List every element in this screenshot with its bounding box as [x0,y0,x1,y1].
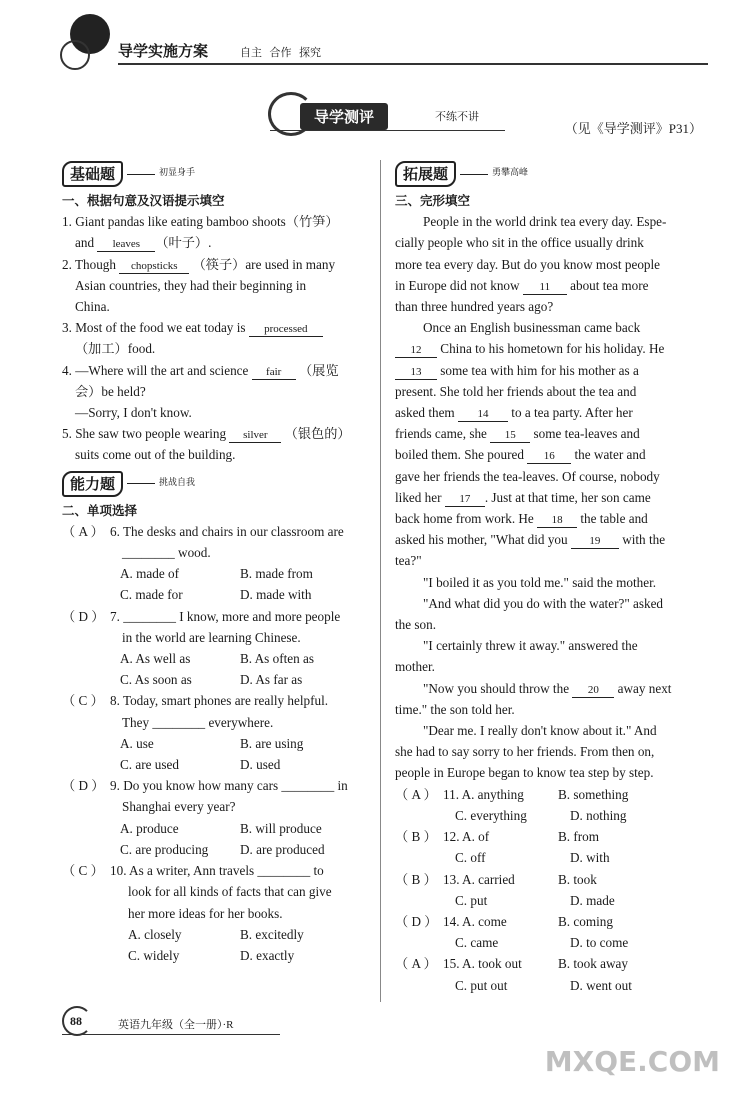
q1-line2 [62,232,374,253]
q6-options-ab [62,563,374,584]
mc-14-row2 [395,932,705,953]
mc-12-row2 [395,847,705,868]
q2-text: 2. Though [62,256,116,272]
mc-13-answer[interactable]: （ B ） [395,871,437,887]
left-column [62,160,374,966]
passage-text: asked them [395,405,455,421]
q4-line1 [62,360,374,381]
mc-12-answer[interactable]: （ B ） [395,829,437,845]
mc-14-option-b[interactable]: B. coming [558,913,613,929]
mc-12-option-c[interactable]: C. off [455,850,486,866]
q9-option-d[interactable]: D. are produced [240,841,325,857]
mc-12-row1 [395,826,705,847]
q10-stem2: look for all kinds of facts that can give [128,884,332,900]
q9-options-cd [62,839,374,860]
mc-14-answer[interactable]: （ D ） [395,913,438,929]
q8-options-cd [62,754,374,775]
band-rule [270,130,505,131]
swirl-decoration-icon [60,40,90,70]
passage-text: friends came, she [395,426,487,442]
basic-section-header [62,160,374,188]
q4-line3: —Sorry, I don't know. [75,405,192,421]
basic-section-title: 基础题 [62,161,123,187]
passage-line [395,487,705,508]
q7-stem [62,606,374,627]
ability-section-tag: 挑战自我 [159,478,196,489]
mc-14-row1 [395,911,705,932]
mc-12-option-d[interactable]: D. with [570,850,610,866]
passage-line: "Dear me. I really don't know about it." And [423,723,657,739]
passage-line [395,508,705,529]
basic-section-tag: 初显身手 [159,168,196,179]
mc-14-option-a[interactable]: 14. A. come [443,913,507,929]
blank-20[interactable]: 20 [572,683,614,698]
header-subtitle: 自主 合作 探究 [240,46,321,59]
dash-rule [127,483,155,484]
q8-answer[interactable]: （ C ） [62,693,104,709]
passage-text: some tea with him for his mother as a [440,362,639,378]
dash-rule [460,174,488,175]
q10-options-ab [62,924,374,945]
blank-17[interactable]: 17 [445,492,485,507]
extension-section-header [395,160,705,188]
mc-11-answer[interactable]: （ A ） [395,786,437,802]
mc-11-option-b[interactable]: B. something [558,786,629,802]
q6-option-a[interactable]: A. made of [120,566,179,582]
q1-hint: （叶子）. [155,235,212,251]
q6-text: 6. The desks and chairs in our classroom are [110,523,344,539]
q9-text: 9. Do you know how many cars ________ in [110,778,348,794]
mc-13-row1 [395,869,705,890]
passage-text: boiled them. She poured [395,447,524,463]
passage-line: gave her friends the tea-leaves. Of course, nobody [395,468,660,484]
passage-text: to a tea party. After her [511,405,633,421]
ability-section-header [62,470,374,498]
q10-option-a[interactable]: A. closely [128,926,182,942]
reference-note: （见《导学测评》P31） [564,121,702,136]
q9-stem [62,775,374,796]
q1-line1: 1. Giant pandas like eating bamboo shoots（竹笋） [62,214,339,230]
q2-hint: （筷子）are used in many [192,256,336,272]
mc-13-option-d[interactable]: D. made [570,892,615,908]
q1-answer-blank[interactable]: leaves [97,237,155,252]
q7-options-cd [62,669,374,690]
q9-answer[interactable]: （ D ） [62,778,105,794]
q7-option-a[interactable]: A. As well as [120,651,191,667]
blank-18[interactable]: 18 [537,513,577,528]
passage-text: the water and [574,447,646,463]
passage-line: Once an English businessman came back [423,320,641,336]
q7-stem2: in the world are learning Chinese. [122,629,301,645]
passage-line [395,529,705,550]
blank-12[interactable]: 12 [395,343,437,358]
passage-line [395,275,705,296]
q6-stem [62,521,374,542]
passage-line: People in the world drink tea every day. Espe- [423,214,667,230]
passage-text: with the [622,532,666,548]
passage-line: "I boiled it as you told me." said the mother. [423,574,657,590]
q2-line1 [62,254,374,275]
q8-option-d[interactable]: D. used [240,757,281,773]
q5-answer-blank[interactable]: silver [229,428,281,443]
mc-12-option-b[interactable]: B. from [558,829,600,845]
q8-stem2: They ________ everywhere. [122,714,274,730]
watermark: MXQE.COM [544,1045,720,1078]
q5-text: 5. She saw two people wearing [62,426,227,442]
blank-11[interactable]: 11 [523,280,567,295]
blank-14[interactable]: 14 [458,407,508,422]
q9-option-c[interactable]: C. are producing [120,841,209,857]
mc-15-option-b[interactable]: B. took away [558,956,628,972]
passage-line: present. She told her friends about the tea and [395,383,637,399]
footer-book-title: 英语九年级（全一册）·R [118,1019,234,1031]
q10-option-b[interactable]: B. excitedly [240,926,304,942]
mc-14-option-c[interactable]: C. came [455,935,499,951]
passage-text: away next [617,680,672,696]
q7-option-d[interactable]: D. As far as [240,672,303,688]
q10-option-c[interactable]: C. widely [128,947,180,963]
section-band-title: 导学测评 [300,103,388,130]
mc-15-row2 [395,975,705,996]
q3-text: 3. Most of the food we eat today is [62,320,246,336]
part3-title: 三、完形填空 [395,193,471,208]
q7-option-b[interactable]: B. As often as [240,651,314,667]
passage-line [395,423,705,444]
q10-stem3: her more ideas for her books. [128,905,283,921]
passage-line: more tea every day. But do you know most people [395,256,661,272]
q10-options-cd [62,945,374,966]
part2-title: 二、单项选择 [62,502,138,518]
q3-line1 [62,317,374,338]
page-number: 88 [70,1014,82,1028]
mc-13-row2 [395,890,705,911]
passage-text: China to his hometown for his holiday. He [440,341,665,357]
dash-rule [127,174,155,175]
mc-13-option-b[interactable]: B. took [558,871,597,887]
passage-line [395,338,705,359]
q6-stem2: ________ wood. [122,545,211,561]
passage-line: people in Europe began to know tea step by step. [395,765,654,781]
q8-text: 8. Today, smart phones are really helpful. [110,693,329,709]
q1-text: and [75,235,95,251]
q9-option-a[interactable]: A. produce [120,820,179,836]
mc-15-option-c[interactable]: C. put out [455,977,508,993]
mc-15-answer[interactable]: （ A ） [395,956,437,972]
q5-line1 [62,423,374,444]
mc-11-row1 [395,784,705,805]
q4-hint: （展览 [298,362,339,378]
q8-option-a[interactable]: A. use [120,735,154,751]
q6-option-d[interactable]: D. made with [240,587,312,603]
q7-text: 7. ________ I know, more and more people [110,608,341,624]
q3-line2: （加工）food. [75,341,156,357]
blank-13[interactable]: 13 [395,365,437,380]
passage-line: "I certainly threw it away." answered the [423,638,638,654]
q6-options-cd [62,584,374,605]
passage-text: back home from work. He [395,511,534,527]
mc-14-option-d[interactable]: D. to come [570,935,629,951]
passage-line: the son. [395,617,437,633]
q6-answer[interactable]: （ A ） [62,523,104,539]
q5-line2: suits come out of the building. [75,447,236,463]
passage-line: time." the son told her. [395,701,515,717]
mc-11-row2 [395,805,705,826]
header-rule [118,63,708,65]
q4-answer-blank[interactable]: fair [252,365,296,380]
right-column [395,160,705,996]
passage-line [395,360,705,381]
q2-answer-blank[interactable]: chopsticks [119,259,189,274]
passage-text: about tea more [570,277,649,293]
q9-options-ab [62,818,374,839]
mc-15-row1 [395,953,705,974]
ability-section-title: 能力题 [62,471,123,497]
passage-text: "Now you should throw the [423,680,570,696]
header-title: 导学实施方案 [118,42,209,60]
q8-option-b[interactable]: B. are using [240,735,304,751]
blank-15[interactable]: 15 [490,428,530,443]
passage-text: . Just at that time, her son came [484,489,651,505]
q10-answer[interactable]: （ C ） [62,863,104,879]
passage-line [395,444,705,465]
mc-11-option-d[interactable]: D. nothing [570,807,627,823]
passage-line: mother. [395,659,435,675]
section-band-subtitle: 不练不讲 [435,110,479,123]
passage-line: "And what did you do with the water?" asked [423,595,664,611]
q4-text: 4. —Where will the art and science [62,362,249,378]
mc-13-option-a[interactable]: 13. A. carried [443,871,515,887]
mc-15-option-a[interactable]: 15. A. took out [443,956,522,972]
passage-text: some tea-leaves and [533,426,640,442]
column-divider [380,160,381,1002]
q3-answer-blank[interactable]: processed [249,322,323,337]
q7-answer[interactable]: （ D ） [62,608,105,624]
passage-line: cially people who sit in the office usually drink [395,235,644,251]
passage-line: than three hundred years ago? [395,299,554,315]
passage-line [395,402,705,423]
q10-text: 10. As a writer, Ann travels ________ to [110,863,324,879]
q6-option-b[interactable]: B. made from [240,566,313,582]
extension-section-title: 拓展题 [395,161,456,187]
mc-11-option-c[interactable]: C. everything [455,807,527,823]
mc-12-option-a[interactable]: 12. A. of [443,829,490,845]
part1-title: 一、根据句意及汉语提示填空 [62,193,225,208]
passage-text: the table and [580,511,648,527]
q2-line2: Asian countries, they had their beginning in [75,277,307,293]
q10-stem [62,860,374,881]
passage-text: asked his mother, "What did you [395,532,568,548]
q8-option-c[interactable]: C. are used [120,757,179,773]
passage-text: in Europe did not know [395,277,520,293]
q9-stem2: Shanghai every year? [122,799,236,815]
q8-stem [62,690,374,711]
q2-line3: China. [75,299,110,315]
q6-option-c[interactable]: C. made for [120,587,183,603]
blank-16[interactable]: 16 [527,449,571,464]
page-header [0,0,750,90]
q4-line2: 会）be held? [75,383,146,399]
passage-line: she had to say sorry to her friends. From then on, [395,744,655,760]
mc-15-option-d[interactable]: D. went out [570,977,632,993]
passage-line [395,678,705,699]
passage-line: tea?" [395,553,422,569]
blank-19[interactable]: 19 [571,534,619,549]
extension-section-tag: 勇攀高峰 [492,168,529,179]
q7-option-c[interactable]: C. As soon as [120,672,192,688]
q8-options-ab [62,733,374,754]
q7-options-ab [62,648,374,669]
mc-11-option-a[interactable]: 11. A. anything [443,786,524,802]
mc-13-option-c[interactable]: C. put [455,892,488,908]
q9-option-b[interactable]: B. will produce [240,820,322,836]
passage-text: liked her [395,489,442,505]
q10-option-d[interactable]: D. exactly [240,947,295,963]
q5-hint: （银色的） [284,426,351,442]
